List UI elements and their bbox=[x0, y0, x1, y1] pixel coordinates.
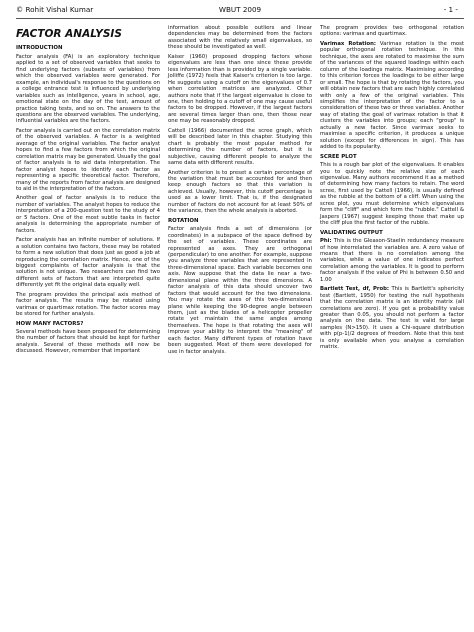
heading-introduction: INTRODUCTION bbox=[16, 45, 63, 52]
column-1 bbox=[16, 25, 160, 358]
paragraph: Factor analysis has an infinite number of solutions. If a solution contains two factors, these may be rotated to form a new solution that does just as good a job at reproducing the correlation matrix. Hence, one of the biggest complaints of factor analysis is that the solution is not unique. Two researchers can find two different sets of factors that are interpreted quite differently yet fit the original data equally well. bbox=[16, 237, 160, 289]
heading-scree-plot: SCREE PLOT bbox=[320, 153, 357, 160]
paragraph: Kaiser (1960) proposed dropping factors whose eigenvalues are less than one since these provide less information than is provided by a single variable. Jolliffe (1972) feels that Kaiser's criterion is too large. He suggests using a cutoff on the eigenvalues of 0.7 when correlation matrices are analyzed. Other authors note that if the largest eigenvalue is close to one, then holding to a cutoff of one may cause useful factors to be dropped. However, if the largest factors are several times larger than one, then those near one may be reasonably dropped. bbox=[168, 53, 312, 125]
paragraph: The program provides two orthogonal rotation options: varimax and quartimax. bbox=[320, 25, 464, 38]
paragraph-varimax bbox=[320, 41, 464, 151]
paragraph: Another goal of factor analysis is to reduce the number of variables. The analyst hopes to reduce the interpretation of a 200-question test to the study of 4 or 5 factors. One of the most subtle tasks in factor analysis is determining the appropriate number of factors. bbox=[16, 195, 160, 234]
column-2 bbox=[168, 25, 312, 358]
term-varimax: Varimax Rotation: bbox=[320, 40, 377, 47]
header-page-number: - 1 - bbox=[443, 5, 458, 14]
paragraph: Factor analysis finds a set of dimensions (or coordinates) in a subspace of the space defined by the set of variables. These coordinates are represented as axes. They are orthogonal (perpendicular) to one another. For example, suppose you analyze three variables that are represented in three-dimensional space. Each variable becomes one axis. Now suppose that the data lie near a two-dimensional plane within the three dimensions. A factor analysis of this data should uncover two factors that would account for the two dimensions. You may rotate the axes of this two-dimensional plane while keeping the 90-degree angle between them, just as the blades of a helicopter propeller rotate yet maintain the same angles among themselves. The hope is that rotating the axes will improve your ability to interpret the "meaning" of each factor. Many different types of rotation have been suggested. Most of them were developed for use in factor analysis. bbox=[168, 226, 312, 355]
paragraph-bartlett bbox=[320, 286, 464, 351]
text-columns bbox=[16, 25, 464, 358]
bartlett-text: This is Bartlett's sphericity test (Bartlett, 1950) for testing the null hypothesis that the correlation matrix is an identity matrix (all correlations are zero). If you get a probability value greater than 0.05, you should not perform a factor analysis on the data. The test is valid for large samples (N>150). It uses a Chi-square distribution with p(p-1)/2 degrees of freedom. Note that this test is only available when you analyse a correlation matrix. bbox=[320, 286, 464, 351]
paragraph: Factor analysis (FA) is an exploratory technique applied to a set of observed variables that seeks to find underlying factors (subsets of variables) from which the observed variables were generated. For example, an individual's response to the questions on a college entrance test is influenced by underlying variables such as intelligence, years in school, age, emotional state on the day of the test, amount of practice taking tests, and so on. The answers to the questions are the observed variables. The underlying, influential variables are the factors. bbox=[16, 53, 160, 125]
varimax-text: Varimax rotation is the most popular orthogonal rotation technique. In this technique, the axes are rotated to maximise the sum of the variances of the squared loadings within each column of the loadings matrix. Maximising according to this criterion forces the loadings to be either large or small. The hope is that by rotating the factors, you will obtain new factors that are each highly correlated with only a few of the original variables. This simplifies the interpretation of the factor to a consideration of these two or three variables. Another way of stating the goal of varimax rotation is that it clusters the variables into groups; each "group" is actually a new factor. Since varimax seeks to maximise a specific criterion, it produces a unique solution (except for differences in sign). This has added to its popularity. bbox=[320, 40, 464, 151]
paragraph: Factor analysis is carried out on the correlation matrix of the observed variables. A factor is a weighted average of the original variables. The factor analyst hopes to find a few factors from which the original correlation matrix may be generated. Usually the goal of factor analysis is to aid data interpretation. The factor analyst hopes to identify each factor as representing a specific theoretical factor. Therefore, many of the reports from factor analysis are designed to aid in the interpretation of the factors. bbox=[16, 127, 161, 192]
heading-rotation: ROTATION bbox=[168, 217, 199, 224]
page-title: FACTOR ANALYSIS bbox=[16, 28, 122, 40]
paragraph: Cattell (1966) documented the scree graph, which will be described later in this chapter. Studying this chart is probably the most popular method for determining the number of factors, but it is subjective, causing different people to analyze the same data with different results. bbox=[168, 127, 312, 167]
paragraph: Another criterion is to preset a certain percentage of the variation that must be accounted for and then keep enough factors so that this variation is achieved. Usually, however, this cutoff percentage is used as a lower limit. That is, if the designated number of factors do not account for at least 50% of the variance, then the whole analysis is aborted. bbox=[168, 169, 312, 215]
term-phi: Phi: bbox=[320, 238, 332, 245]
header-rule bbox=[16, 18, 464, 19]
paragraph-phi bbox=[320, 238, 464, 283]
paragraph: The program provides the principal axis method of factor analysis. The results may be rotated using varimax or quartimax rotation. The factor scores may be stored for further analysis. bbox=[16, 291, 160, 318]
paragraph: information about possible outliers and linear dependencies may be determined from the factors associated with the relatively small eigenvalues, so these should be investigated as well. bbox=[168, 25, 312, 51]
header-author: © Rohit Vishal Kumar bbox=[16, 5, 94, 14]
phi-text: This is the Gleason-Staelin redundancy measure of how interrelated the variables are. A zero value of means that there is no correlation among the variables, while a value of one indicates perfect correlation among the variables. It is good to perform factor analysis if the value of Phi is between 0.50 and 1.00 bbox=[320, 238, 464, 283]
paragraph: Several methods have been proposed for determining the number of factors that should be kept for further analysis. Several of these methods will now be discussed. However, remember that important bbox=[16, 329, 160, 355]
heading-how-many-factors: HOW MANY FACTORS? bbox=[16, 320, 84, 327]
column-3 bbox=[320, 25, 464, 358]
page-header bbox=[16, 4, 464, 16]
paragraph: This is a rough bar plot of the eigenvalues. It enables you to quickly note the relative size of each eigenvalue. Many authors recommend it as a method of determining how many factors to retain. The word scree, first used by Cattell (1966), is usually defined as the rubble at the bottom of a cliff. When using the scree plot, you must determine which eigenvalues form the "cliff" and which form the "rubble." Cattell & Jaspers (1967) suggest keeping those that make up the cliff plus the first factor of the rubble. bbox=[320, 162, 464, 227]
header-course: WBUT 2009 bbox=[218, 5, 262, 14]
term-bartlett: Bartlett Test, df, Prob: bbox=[320, 286, 390, 293]
heading-validating-output: VALIDATING OUTPUT bbox=[320, 229, 383, 236]
